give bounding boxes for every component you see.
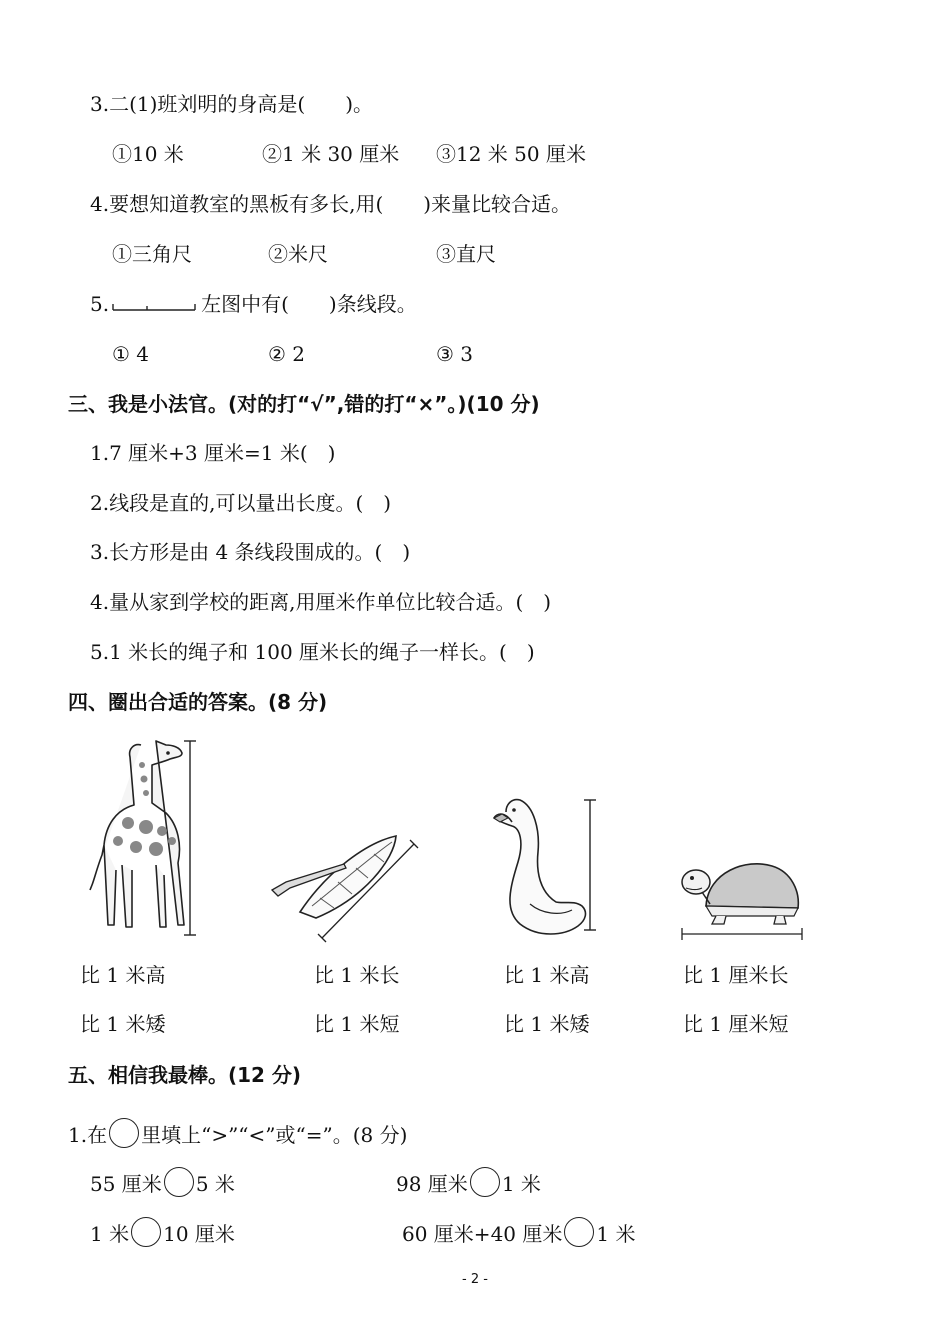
judge-item-5[interactable]: 5.1 米长的绳子和 100 厘米长的绳子一样长。( ) (90, 640, 535, 664)
judge-item-3[interactable]: 3.长方形是由 4 条线段围成的。( ) (90, 540, 411, 564)
part5-q1-instruction (68, 1118, 407, 1149)
turtle-icon (676, 852, 806, 942)
q3-option-3[interactable]: ③12 米 50 厘米 (436, 142, 586, 166)
judge-item-4[interactable]: 4.量从家到学校的距离,用厘米作单位比较合适。( ) (90, 590, 552, 614)
question-5-number: 5. (90, 292, 110, 316)
compare-row-4 (402, 1217, 635, 1248)
compare-answer-circle[interactable] (470, 1167, 500, 1197)
q4-option-2[interactable]: ②米尺 (268, 242, 328, 266)
swan-choice-shorter[interactable]: 比 1 米矮 (504, 1012, 590, 1036)
compare-left: 1 米 (90, 1222, 130, 1246)
compare-left: 98 厘米 (396, 1172, 468, 1196)
page-number: - 2 - (462, 1272, 488, 1287)
compare-row-2 (396, 1167, 541, 1198)
question-4-stem: 4.要想知道教室的黑板有多长,用( )来量比较合适。 (90, 192, 572, 216)
question-5-text: 左图中有( )条线段。 (201, 292, 417, 316)
turtle-choice-shorter[interactable]: 比 1 厘米短 (683, 1012, 789, 1036)
q3-option-1[interactable]: ①10 米 (112, 142, 184, 166)
boat-choice-shorter[interactable]: 比 1 米短 (314, 1012, 400, 1036)
judge-item-1[interactable]: 1.7 厘米+3 厘米=1 米( ) (90, 441, 336, 465)
q1-prefix: 1.在 (68, 1123, 108, 1147)
compare-left: 60 厘米+40 厘米 (402, 1222, 563, 1246)
compare-right: 5 米 (195, 1172, 235, 1196)
compare-right: 1 米 (501, 1172, 541, 1196)
q5-option-3[interactable]: ③ 3 (436, 342, 474, 366)
swan-icon (490, 792, 610, 940)
giraffe-choice-taller[interactable]: 比 1 米高 (80, 963, 166, 987)
compare-row-3 (90, 1217, 235, 1248)
compare-right: 1 米 (596, 1222, 636, 1246)
sample-circle (109, 1118, 139, 1148)
compare-answer-circle[interactable] (164, 1167, 194, 1197)
boat-choice-longer[interactable]: 比 1 米长 (314, 963, 400, 987)
question-5-stem (90, 290, 417, 318)
giraffe-choice-shorter[interactable]: 比 1 米矮 (80, 1012, 166, 1036)
compare-answer-circle[interactable] (564, 1217, 594, 1247)
question-3-stem: 3.二(1)班刘明的身高是( )。 (90, 92, 374, 116)
compare-left: 55 厘米 (90, 1172, 162, 1196)
line-segment-figure (111, 297, 197, 313)
turtle-choice-longer[interactable]: 比 1 厘米长 (683, 963, 789, 987)
judge-item-2[interactable]: 2.线段是直的,可以量出长度。( ) (90, 491, 392, 515)
giraffe-icon (86, 735, 206, 940)
q3-option-2[interactable]: ②1 米 30 厘米 (262, 142, 400, 166)
section-4-title: 四、圈出合适的答案。(8 分) (68, 690, 328, 714)
q4-option-3[interactable]: ③直尺 (436, 242, 496, 266)
swan-choice-taller[interactable]: 比 1 米高 (504, 963, 590, 987)
compare-row-1 (90, 1167, 235, 1198)
q5-option-2[interactable]: ② 2 (268, 342, 306, 366)
section-3-title: 三、我是小法官。(对的打“√”,错的打“×”。)(10 分) (68, 392, 540, 416)
q4-option-1[interactable]: ①三角尺 (112, 242, 192, 266)
q5-option-1[interactable]: ① 4 (112, 342, 150, 366)
section-5-title: 五、相信我最棒。(12 分) (68, 1063, 302, 1087)
boat-icon (268, 830, 428, 942)
compare-right: 10 厘米 (163, 1222, 235, 1246)
q1-suffix: 里填上“>”“<”或“=”。(8 分) (141, 1123, 408, 1147)
compare-answer-circle[interactable] (131, 1217, 161, 1247)
